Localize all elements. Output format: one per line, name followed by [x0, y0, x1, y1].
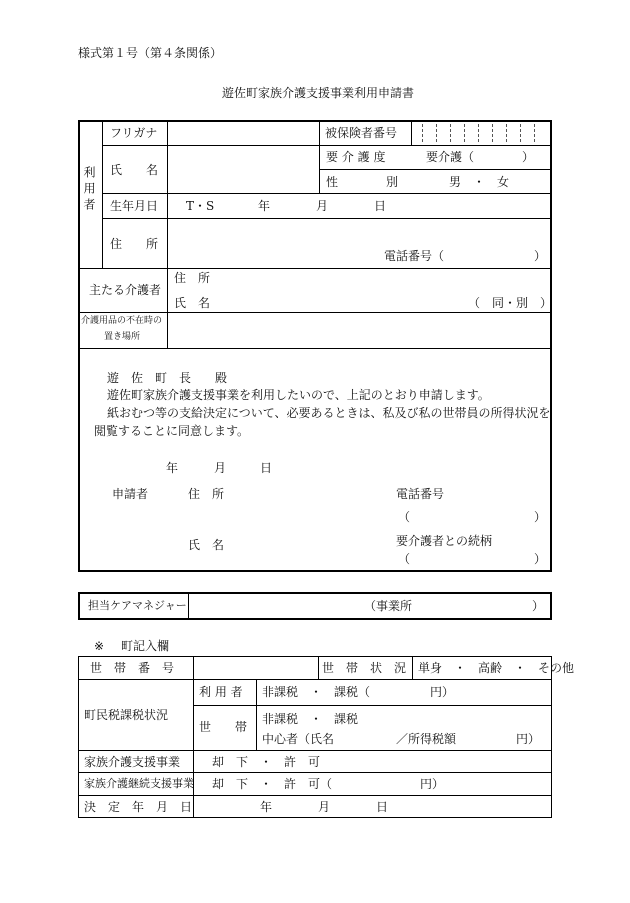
relationship-label: 要介護者との続柄 — [396, 534, 493, 548]
household-status-value[interactable]: 単身 ・ 高齢 ・ その他 — [418, 661, 575, 675]
birth-day: 日 — [374, 199, 387, 213]
placement-label-line1: 介護用品の不在時の — [81, 316, 163, 326]
household-head-label: 中心者（氏名 — [262, 732, 335, 746]
form-number: 様式第１号（第４条関係） — [78, 46, 223, 60]
sex-value[interactable]: 男 ・ 女 — [449, 175, 510, 189]
user-tax-yen: 円） — [430, 685, 455, 699]
phone-paren-open: （ — [398, 510, 411, 524]
continuation-value[interactable]: 却 下 ・ 許 可（ — [212, 777, 333, 791]
applicant-label: 申請者 — [112, 487, 149, 501]
town-section-mark: ※ — [94, 639, 105, 653]
declaration-line1: 遊佐町家族介護支援事業を利用したいので、上記のとおり申請します。 — [107, 388, 490, 402]
town-section-heading: 町記入欄 — [121, 639, 170, 653]
household-number-label: 世 帯 番 号 — [90, 661, 175, 675]
applicant-section-label: 利用者 — [82, 166, 96, 214]
address-label: 住 所 — [110, 237, 159, 251]
tax-status-label: 町民税課税状況 — [84, 708, 169, 722]
income-tax-yen: 円） — [516, 732, 541, 746]
caregiver-label: 主たる介護者 — [89, 283, 162, 297]
decision-month: 月 — [318, 800, 331, 814]
decision-date-label: 決 定 年 月 日 — [84, 800, 193, 814]
support-label: 家族介護支援事業 — [84, 755, 181, 769]
relationship-paren-close: ） — [534, 552, 547, 566]
birth-label: 生年月日 — [110, 199, 159, 213]
birth-month: 月 — [316, 199, 329, 213]
support-value[interactable]: 却 下 ・ 許 可 — [212, 755, 321, 769]
caregiver-living-status[interactable]: （ 同・別 ） — [468, 296, 553, 310]
name-label: 氏 名 — [110, 163, 159, 177]
income-tax-label: ／所得税額 — [396, 732, 457, 746]
user-tax-value[interactable]: 非課税 ・ 課税（ — [262, 685, 371, 699]
birth-year: 年 — [258, 199, 271, 213]
phone-paren-close: ） — [534, 510, 547, 524]
applicant-name-label: 氏 名 — [188, 538, 225, 552]
furigana-field[interactable] — [170, 122, 316, 142]
continuation-yen: 円） — [420, 777, 445, 791]
addressee: 遊 佐 町 長 殿 — [107, 371, 228, 385]
care-level-label: 要 介 護 度 — [326, 150, 386, 164]
declaration-line3: 閲覧することに同意します。 — [94, 424, 250, 438]
date-year: 年 — [166, 461, 179, 475]
applicant-address-label: 住 所 — [188, 487, 225, 501]
phone-close: ） — [534, 249, 547, 263]
date-month: 月 — [214, 461, 227, 475]
care-manager-close: ） — [532, 599, 545, 613]
birth-era[interactable]: T・S — [186, 199, 215, 213]
placement-label-line2: 置き場所 — [104, 332, 141, 342]
decision-year: 年 — [260, 800, 273, 814]
household-status-label: 世 帯 状 況 — [322, 661, 407, 675]
applicant-phone-label: 電話番号 — [396, 487, 445, 501]
user-label: 利 用 者 — [199, 685, 243, 699]
insured-number-label: 被保険者番号 — [325, 126, 398, 140]
decision-day: 日 — [376, 800, 389, 814]
caregiver-address-label: 住 所 — [174, 271, 211, 285]
relationship-paren-open: （ — [398, 552, 411, 566]
care-manager-office[interactable]: （事業所 — [364, 599, 413, 613]
phone-label: 電話番号（ — [384, 249, 445, 263]
date-day: 日 — [260, 461, 273, 475]
household-label: 世 帯 — [199, 720, 248, 734]
sex-label: 性 別 — [326, 175, 399, 189]
page-title: 遊佐町家族介護支援事業利用申請書 — [222, 86, 415, 100]
care-level-value[interactable]: 要介護（ ） — [426, 150, 535, 164]
care-manager-label: 担当ケアマネジャー — [88, 599, 187, 612]
household-tax-value[interactable]: 非課税 ・ 課税 — [262, 712, 359, 726]
continuation-label: 家族介護継続支援事業 — [84, 777, 194, 790]
caregiver-name-label: 氏 名 — [174, 296, 211, 310]
declaration-line2: 紙おむつ等の支給決定について、必要あるときは、私及び私の世帯員の所得状況を — [107, 406, 551, 420]
furigana-label: フリガナ — [110, 126, 158, 140]
